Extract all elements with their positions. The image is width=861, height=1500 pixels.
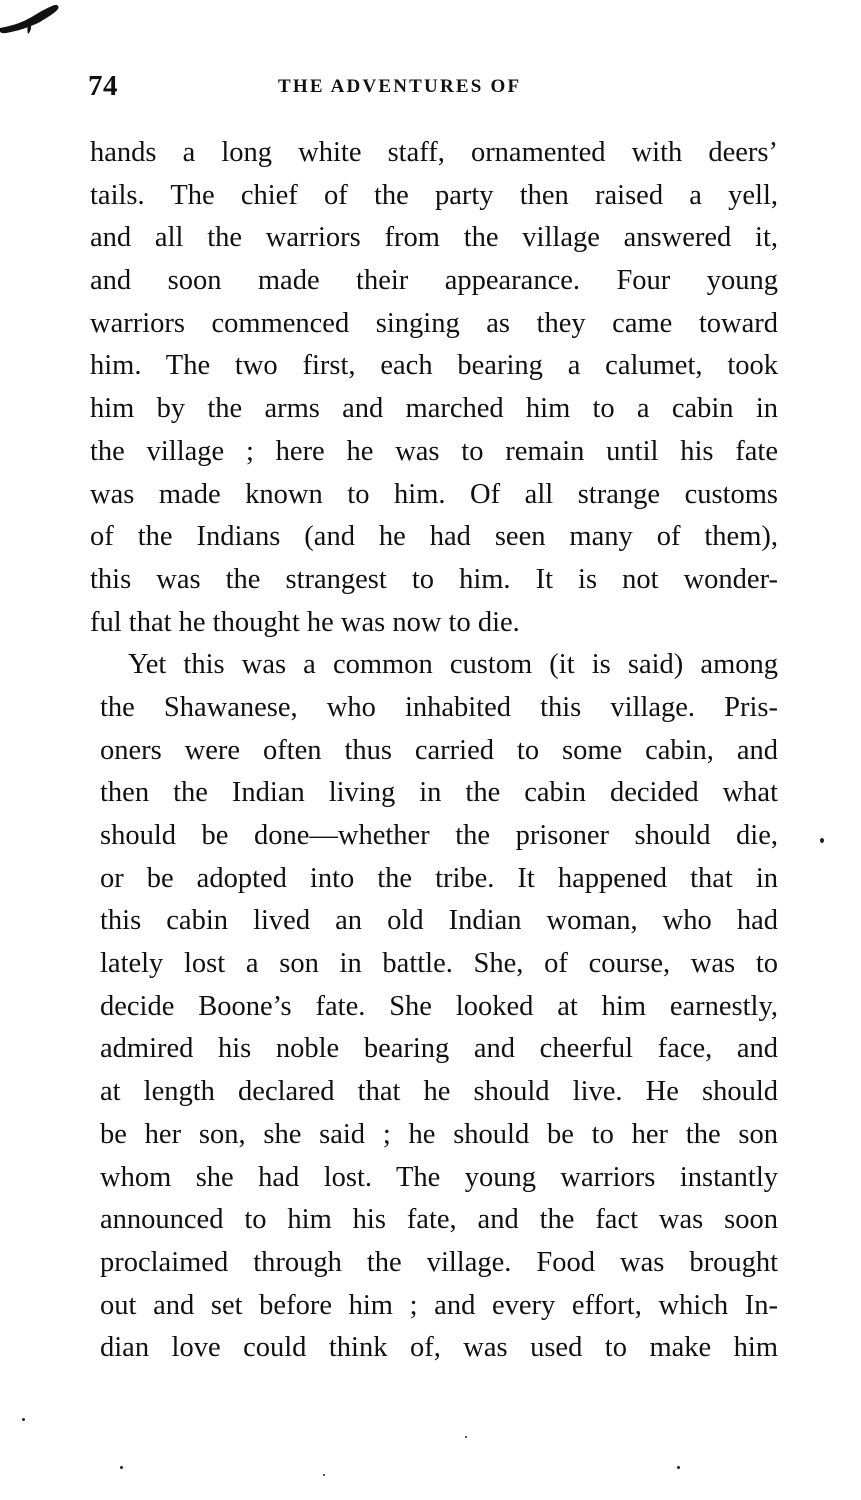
text-line: lately lost a son in battle. She, of course, was to [100,948,778,980]
print-speck [465,1436,467,1438]
text-line: should be done—whether the prisoner should die, [100,820,778,851]
print-speck [677,1466,680,1469]
text-line: warriors commenced singing as they came toward [90,307,778,339]
text-line: decide Boone’s fate. She looked at him earnestly, [100,990,778,1022]
print-speck [820,838,824,843]
page-number: 74 [88,70,118,102]
text-line: oners were often thus carried to some cabin, and [100,734,778,766]
print-speck [323,1474,325,1476]
text-line: him by the arms and marched him to a cabin in [90,393,778,425]
text-line: this cabin lived an old Indian woman, who had [100,905,778,937]
text-line: admired his noble bearing and cheerful face, and [100,1033,778,1065]
print-speck [22,1418,25,1421]
text-line: proclaimed through the village. Food was brought [100,1246,778,1278]
text-line: ful that he thought he was now to die. [90,606,520,638]
body-text [90,132,778,1370]
text-line: the Shawanese, who inhabited this village. Pris- [100,691,778,723]
running-head [88,66,778,106]
text-line: whom she had lost. The young warriors instantly [100,1161,778,1193]
print-speck [120,1466,123,1469]
text-line: and soon made their appearance. Four young [90,265,778,297]
paragraph [90,132,778,644]
text-line: hands a long white staff, ornamented with deers’ [90,137,778,168]
text-line: or be adopted into the tribe. It happened that in [100,862,778,894]
text-line: Yet this was a common custom (it is said) among [128,649,778,681]
text-line: then the Indian living in the cabin decided what [100,777,778,809]
text-line: dian love could think of, was used to make him [100,1332,778,1364]
text-line: tails. The chief of the party then raised a yell, [90,179,778,211]
text-line: announced to him his fate, and the fact was soon [100,1204,778,1236]
text-line: was made known to him. Of all strange customs [90,478,778,510]
text-line: at length declared that he should live. He should [100,1076,778,1108]
text-line: and all the warriors from the village answered it, [90,222,778,254]
paragraph [90,644,778,1370]
text-line: out and set before him ; and every effort, which In- [100,1289,778,1321]
text-line: him. The two first, each bearing a calumet, took [90,350,778,382]
ink-smudge-mark [0,0,70,40]
running-title: THE ADVENTURES OF [278,76,522,97]
text-line: of the Indians (and he had seen many of them), [90,521,778,553]
text-line: be her son, she said ; he should be to her the son [100,1118,778,1150]
text-line: the village ; here he was to remain until his fate [90,435,778,467]
text-line: this was the strangest to him. It is not wonder- [90,563,778,595]
